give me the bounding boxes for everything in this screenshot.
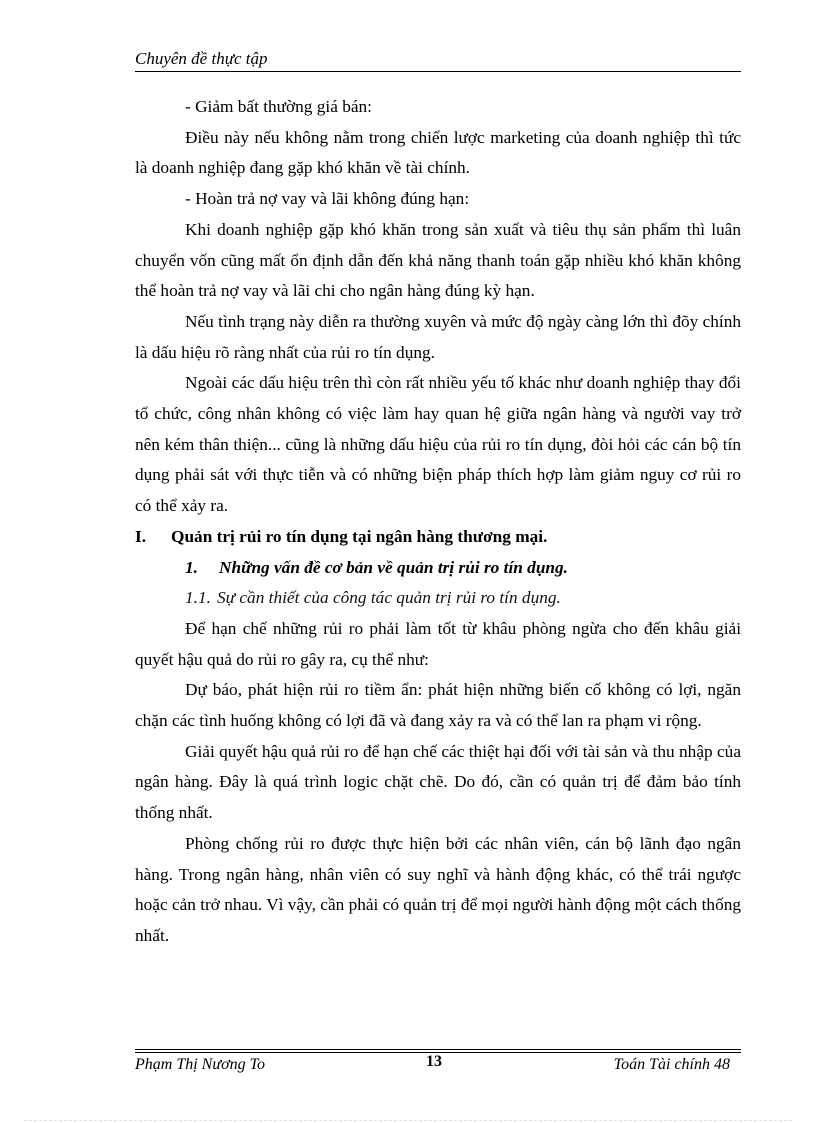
paragraph-7: Để hạn chế những rủi ro phải làm tốt từ khâu phòng ngừa cho đến khâu giải quyết hậu quả do rủi ro gây ra, cụ thể như: — [135, 618, 741, 669]
section-heading-1-text: Quản trị rủi ro tín dụng tại ngân hàng thương mại. — [171, 526, 548, 546]
page-number: 13 — [426, 1053, 442, 1070]
paragraph-4: Khi doanh nghiệp gặp khó khăn trong sản xuất và tiêu thụ sản phẩm thì luân chuyển vốn cũng mất ổn định dẫn đến khả năng thanh toán gặp nhiều khó khăn không thể hoàn trả nợ vay và lãi chi cho ngân hàng đúng kỳ hạn. — [135, 219, 741, 301]
section-heading-1 — [135, 522, 741, 553]
page-header-title: Chuyên đề thực tập — [135, 49, 268, 68]
footer-author: Phạm Thị Nương To — [135, 1056, 266, 1073]
section-heading-3-text: Sự cần thiết của công tác quản trị rủi ro tín dụng. — [217, 588, 561, 608]
section-heading-3 — [135, 583, 741, 614]
paragraph-9: Giải quyết hậu quả rủi ro để hạn chế các thiệt hại đối với tài sản và thu nhập của ngân hàng. Đây là quá trình logic chặt chẽ. Do đó, cần có quản trị để đảm bảo tính thống nhất. — [135, 741, 741, 823]
paragraph-5: Nếu tình trạng này diễn ra thường xuyên và mức độ ngày càng lớn thì đõy chính là dấu hiệu rõ ràng nhất của rủi ro tín dụng. — [135, 311, 741, 362]
section-heading-2 — [135, 553, 741, 584]
page-bottom-border — [24, 1120, 792, 1121]
footer-course: Toán Tài chính 48 — [613, 1056, 730, 1073]
paragraph-8: Dự báo, phát hiện rủi ro tiềm ẩn: phát hiện những biến cố không có lợi, ngăn chặn các tình huống không có lợi đã và đang xảy ra và có thể lan ra phạm vi rộng. — [135, 680, 741, 731]
section-heading-3-number: 1.1. — [185, 588, 211, 608]
paragraph-6: Ngoài các dấu hiệu trên thì còn rất nhiều yếu tố khác như doanh nghiệp thay đổi tổ chức, công nhân không có việc làm hay quan hệ giữa ngân hàng và người vay trở nên kém thân thiện... cũng là những dấu hiệu của rủi ro tín dụng, đòi hỏi các cán bộ tín dụng phải sát với thực tiễn và có những biện pháp thích hợp làm giảm nguy cơ rủi ro có thể xảy ra. — [135, 373, 741, 516]
footer-rule-top — [135, 1049, 741, 1050]
body-text — [135, 92, 741, 952]
section-heading-1-number: I. — [135, 526, 147, 546]
paragraph-10: Phòng chống rủi ro được thực hiện bởi các nhân viên, cán bộ lãnh đạo ngân hàng. Trong ngân hàng, nhân viên có suy nghĩ và hành động khác, có thể trái ngược hoặc cản trở nhau. Vì vậy, cần phải có quản trị để mọi người hành động một cách thống nhất. — [135, 833, 741, 945]
paragraph-1: - Giảm bất thường giá bán: — [185, 97, 372, 116]
header-rule — [135, 71, 741, 72]
paragraph-3: - Hoàn trả nợ vay và lãi không đúng hạn: — [185, 189, 470, 209]
paragraph-2: Điều này nếu không nằm trong chiến lược marketing của doanh nghiệp thì tức là doanh nghiệp đang gặp khó khăn về tài chính. — [135, 127, 741, 178]
section-heading-2-number: 1. — [185, 557, 198, 577]
section-heading-2-text: Những vấn đề cơ bản về quản trị rủi ro tín dụng. — [219, 557, 569, 577]
